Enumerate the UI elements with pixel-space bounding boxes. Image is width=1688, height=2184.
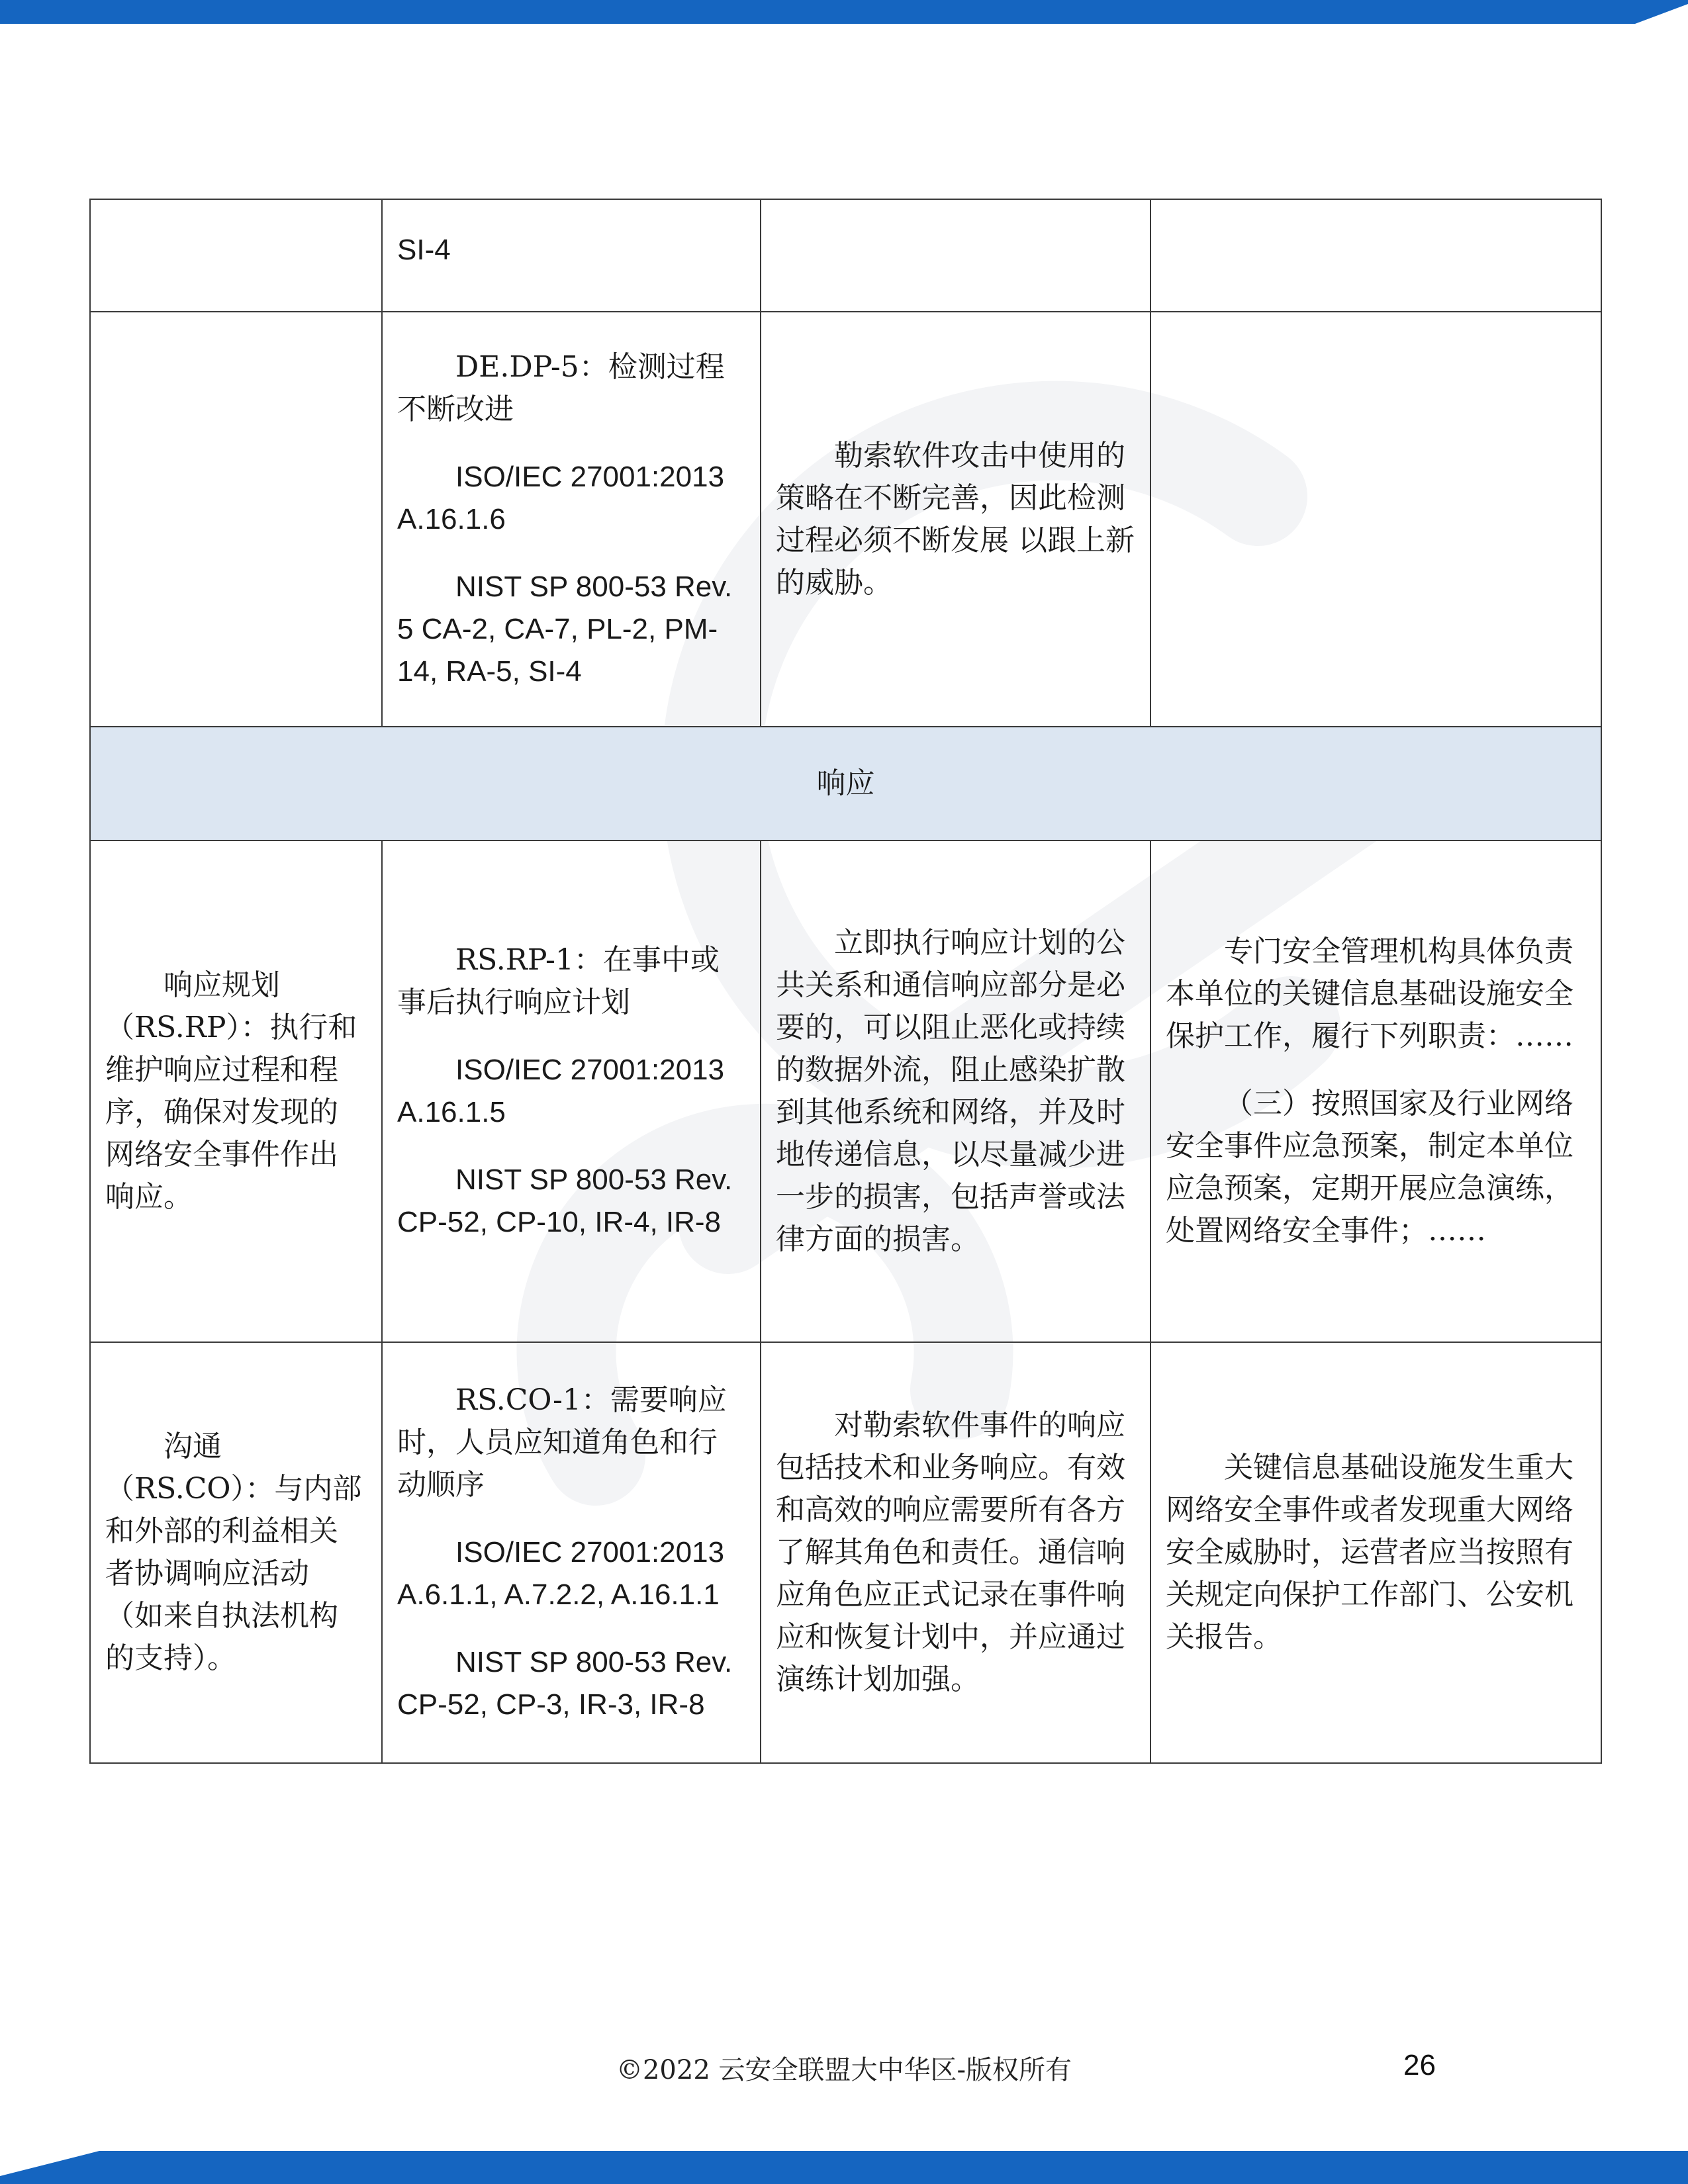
- category-text: 沟通（RS.CO）：与内部和外部的利益相关者协调响应活动（如来自执法机构的支持）。: [105, 1430, 362, 1675]
- footer-copyright: ©2022 云安全联盟大中华区-版权所有: [616, 2055, 1072, 2085]
- category-cell: [90, 1342, 382, 1763]
- regulation-text: 专门安全管理机构具体负责本单位的关键信息基础设施安全保护工作，履行下列职责：……: [1166, 934, 1573, 1053]
- guidance-cell: [761, 312, 1150, 727]
- regulation-cell: [1150, 199, 1601, 312]
- table-row: [90, 841, 1601, 1342]
- reference-cell: [382, 841, 761, 1342]
- standards-mapping-table: [89, 199, 1602, 1764]
- regulation-cell: [1150, 312, 1601, 727]
- guidance-text: 勒索软件攻击中使用的策略在不断完善，因此检测过程必须不断发展 以跟上新的威胁。: [776, 438, 1135, 600]
- iso-reference-text: ISO/IEC 27001:2013 A.6.1.1, A.7.2.2, A.16.1.1: [397, 1536, 725, 1611]
- table-row: [90, 312, 1601, 727]
- iso-reference-text: ISO/IEC 27001:2013 A.16.1.5: [397, 1054, 725, 1128]
- nist-reference-text: NIST SP 800-53 Rev. CP-52, CP-3, IR-3, IR-8: [397, 1646, 733, 1721]
- category-cell: [90, 841, 382, 1342]
- bottom-footer-band: [0, 2151, 1688, 2184]
- category-cell: [90, 312, 382, 727]
- table-row: [90, 1342, 1601, 1763]
- subcategory-text: RS.CO-1：需要响应时，人员应知道角色和行动顺序: [397, 1383, 727, 1502]
- section-header-row: [90, 727, 1601, 841]
- reference-cell: [382, 199, 761, 312]
- top-header-band: [0, 0, 1688, 24]
- subcategory-text: DE.DP-5：检测过程不断改进: [397, 349, 725, 426]
- iso-reference-text: ISO/IEC 27001:2013 A.16.1.6: [397, 460, 725, 535]
- page-number: 26: [1403, 2049, 1436, 2081]
- guidance-cell: [761, 199, 1150, 312]
- table-row: [90, 199, 1601, 312]
- nist-reference-text: NIST SP 800-53 Rev. 5 CA-2, CA-7, PL-2, PM-14, RA-5, SI-4: [397, 570, 733, 688]
- regulation-text: （三）按照国家及行业网络安全事件应急预案，制定本单位应急预案，定期开展应急演练，处置网络安全事件；……: [1166, 1087, 1573, 1248]
- category-text: 响应规划（RS.RP）：执行和维护响应过程和程序，确保对发现的网络安全事件作出响应。: [105, 968, 357, 1214]
- reference-cell: [382, 312, 761, 727]
- guidance-cell: [761, 841, 1150, 1342]
- category-cell: [90, 199, 382, 312]
- subcategory-text: RS.RP-1：在事中或事后执行响应计划: [397, 943, 720, 1019]
- nist-reference-text: NIST SP 800-53 Rev. CP-52, CP-10, IR-4, IR-8: [397, 1163, 733, 1238]
- section-title: 响应: [90, 727, 1601, 841]
- reference-cell: [382, 1342, 761, 1763]
- guidance-cell: [761, 1342, 1150, 1763]
- guidance-text: 对勒索软件事件的响应包括技术和业务响应。有效和高效的响应需要所有各方了解其角色和责任。通信响应角色应正式记录在事件响应和恢复计划中，并应通过演练计划加强。: [776, 1408, 1125, 1696]
- regulation-text: 关键信息基础设施发生重大网络安全事件或者发现重大网络安全威胁时，运营者应当按照有关规定向保护工作部门、公安机关报告。: [1166, 1451, 1573, 1654]
- reference-text: SI-4: [397, 234, 451, 266]
- regulation-cell: [1150, 841, 1601, 1342]
- guidance-text: 立即执行响应计划的公共关系和通信响应部分是必要的，可以阻止恶化或持续的数据外流，阻止感染扩散到其他系统和网络，并及时地传递信息，以尽量减少进一步的损害，包括声誉或法律方面的损害。: [776, 926, 1125, 1256]
- regulation-cell: [1150, 1342, 1601, 1763]
